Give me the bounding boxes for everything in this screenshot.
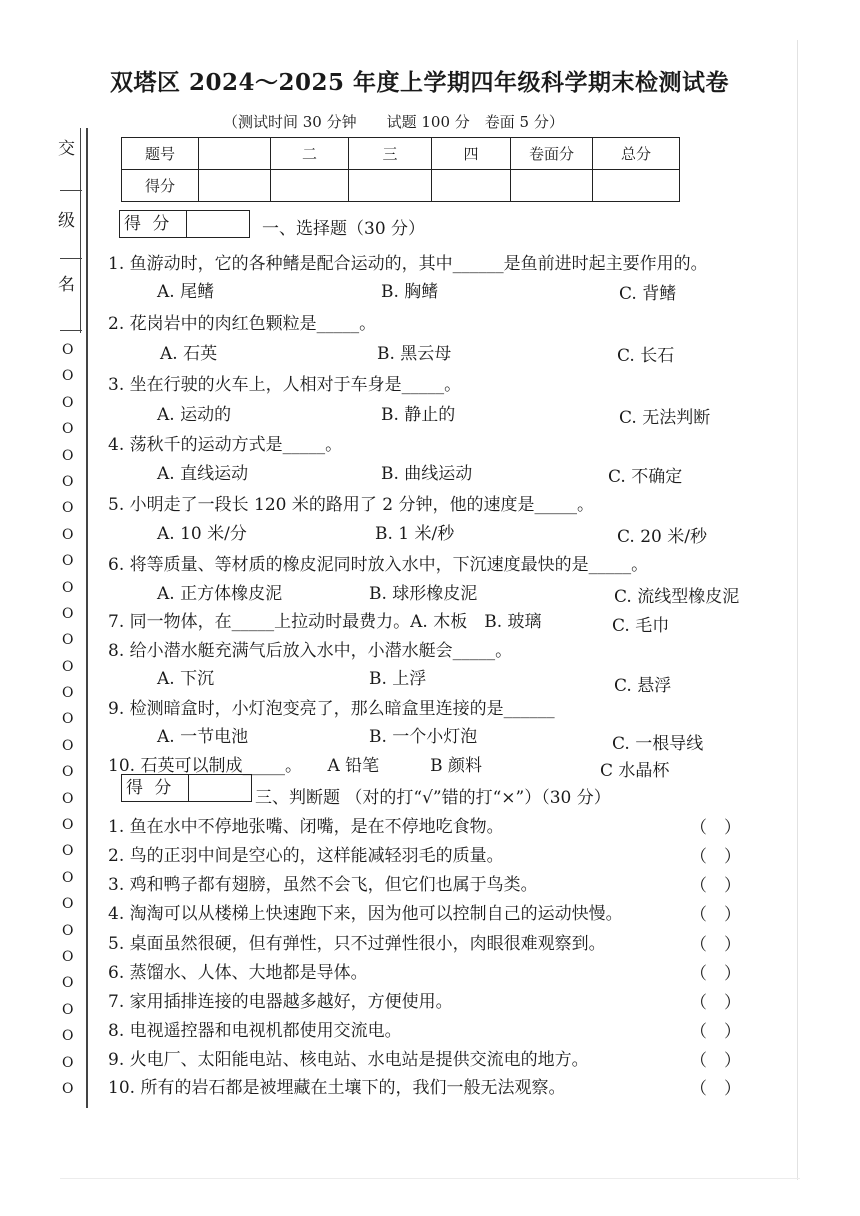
option-4c: C. 不确定 xyxy=(608,467,683,487)
binding-hole: O xyxy=(62,553,74,570)
option-3b: B. 静止的 xyxy=(381,405,456,425)
question-2: 2. 花岗岩中的肉红色颗粒是_____。 xyxy=(108,314,377,334)
score-table xyxy=(121,137,680,202)
page-bottom-edge xyxy=(60,1178,800,1179)
option-6a: A. 正方体橡皮泥 xyxy=(157,584,283,604)
judge-item-9: 9. 火电厂、太阳能电站、核电站、水电站是提供交流电的地方。 xyxy=(108,1050,589,1070)
option-8a: A. 下沉 xyxy=(157,669,215,689)
binding-hole: O xyxy=(62,685,74,702)
question-4: 4. 荡秋千的运动方式是_____。 xyxy=(108,435,343,455)
binding-holes xyxy=(62,342,76,1107)
table-cell: 题号 xyxy=(122,138,199,170)
score-table-score-row xyxy=(122,170,680,202)
table-cell: 四 xyxy=(432,138,511,170)
option-7c: C. 毛巾 xyxy=(612,616,670,636)
binding-hole: O xyxy=(62,394,74,411)
binding-hole: O xyxy=(62,342,74,358)
option-8c: C. 悬浮 xyxy=(614,676,672,696)
table-cell: 总分 xyxy=(593,138,680,170)
question-1: 1. 鱼游动时，它的各种鳍是配合运动的，其中______是鱼前进时起主要作用的。 xyxy=(108,254,708,274)
binding-hole: O xyxy=(62,605,74,622)
option-10c: C 水晶杯 xyxy=(600,761,670,781)
binding-hole: O xyxy=(62,764,74,781)
margin-tick xyxy=(60,258,82,259)
judge-item-1: 1. 鱼在水中不停地张嘴、闭嘴，是在不停地吃食物。 xyxy=(108,817,504,837)
table-cell xyxy=(199,138,271,170)
grade-box-blank[interactable] xyxy=(187,211,249,237)
binding-hole: O xyxy=(62,922,74,939)
binding-hole: O xyxy=(62,447,74,464)
section3-heading: 三、判断题 （对的打“√”错的打“×”）（30 分） xyxy=(255,788,611,808)
table-cell: 得分 xyxy=(122,170,199,202)
binding-hole: O xyxy=(62,658,74,675)
binding-hole: O xyxy=(62,711,74,728)
binding-hole: O xyxy=(62,1054,74,1071)
binding-hole: O xyxy=(62,896,74,913)
margin-label-class: 级 xyxy=(58,211,75,231)
score-input-cell[interactable] xyxy=(199,170,271,202)
answer-paren[interactable]: （ ） xyxy=(690,876,741,896)
section1-heading: 一、选择题（30 分） xyxy=(262,219,426,239)
margin-rule-left xyxy=(80,128,81,333)
option-8b: B. 上浮 xyxy=(369,669,427,689)
binding-hole: O xyxy=(62,1028,74,1045)
option-6c: C. 流线型橡皮泥 xyxy=(614,587,740,607)
score-input-cell[interactable] xyxy=(271,170,349,202)
option-2c: C. 长石 xyxy=(617,346,675,366)
binding-hole: O xyxy=(62,500,74,517)
option-3a: A. 运动的 xyxy=(157,405,232,425)
option-2b: B. 黑云母 xyxy=(377,344,452,364)
answer-paren[interactable]: （ ） xyxy=(690,818,741,838)
option-5c: C. 20 米/秒 xyxy=(617,527,707,547)
margin-label-school: 交 xyxy=(58,139,75,159)
judge-item-3: 3. 鸡和鸭子都有翅膀，虽然不会飞，但它们也属于鸟类。 xyxy=(108,875,538,895)
binding-hole: O xyxy=(62,421,74,438)
binding-hole: O xyxy=(62,526,74,543)
question-8: 8. 给小潜水艇充满气后放入水中，小潜水艇会_____。 xyxy=(108,641,513,661)
question-7: 7. 同一物体，在_____上拉动时最费力。A. 木板 B. 玻璃 xyxy=(108,612,542,632)
section1-grade-box xyxy=(119,210,250,238)
judge-item-6: 6. 蒸馏水、人体、大地都是导体。 xyxy=(108,963,368,983)
binding-hole: O xyxy=(62,843,74,860)
question-5: 5. 小明走了一段长 120 米的路用了 2 分钟，他的速度是_____。 xyxy=(108,495,595,515)
answer-paren[interactable]: （ ） xyxy=(690,1022,741,1042)
option-5b: B. 1 米/秒 xyxy=(375,524,455,544)
binding-hole: O xyxy=(62,817,74,834)
judge-item-7: 7. 家用插排连接的电器越多越好，方便使用。 xyxy=(108,992,453,1012)
option-9c: C. 一根导线 xyxy=(612,734,704,754)
answer-paren[interactable]: （ ） xyxy=(690,964,741,984)
question-9: 9. 检测暗盒时，小灯泡变亮了，那么暗盒里连接的是______ xyxy=(108,699,555,719)
option-2a: A. 石英 xyxy=(160,344,218,364)
binding-hole: O xyxy=(62,790,74,807)
binding-hole: O xyxy=(62,579,74,596)
binding-hole: O xyxy=(62,1080,74,1097)
exam-title: 双塔区 2024～2025 年度上学期四年级科学期末检测试卷 xyxy=(110,69,730,96)
option-4b: B. 曲线运动 xyxy=(381,464,473,484)
table-cell: 卷面分 xyxy=(511,138,593,170)
binding-hole: O xyxy=(62,869,74,886)
grade-box-label: 得 分 xyxy=(120,211,187,237)
question-10: 10. 石英可以制成_____。 A 铅笔 B 颜料 xyxy=(108,756,483,776)
binding-hole: O xyxy=(62,1001,74,1018)
option-3c: C. 无法判断 xyxy=(619,408,711,428)
margin-tick xyxy=(60,190,82,191)
page-right-edge xyxy=(797,40,798,1180)
judge-item-5: 5. 桌面虽然很硬，但有弹性，只不过弹性很小，肉眼很难观察到。 xyxy=(108,934,606,954)
answer-paren[interactable]: （ ） xyxy=(690,935,741,955)
binding-hole: O xyxy=(62,473,74,490)
score-table-header-row xyxy=(122,138,680,170)
margin-tick xyxy=(60,330,82,331)
option-6b: B. 球形橡皮泥 xyxy=(369,584,478,604)
question-3: 3. 坐在行驶的火车上，人相对于车身是_____。 xyxy=(108,375,462,395)
table-cell: 二 xyxy=(271,138,349,170)
option-1b: B. 胸鳍 xyxy=(381,282,439,302)
score-input-cell[interactable] xyxy=(349,170,432,202)
binding-hole: O xyxy=(62,632,74,649)
score-input-cell[interactable] xyxy=(432,170,511,202)
binding-hole: O xyxy=(62,948,74,965)
judge-item-10: 10. 所有的岩石都是被埋藏在土壤下的，我们一般无法观察。 xyxy=(108,1078,566,1098)
judge-item-4: 4. 淘淘可以从楼梯上快速跑下来，因为他可以控制自己的运动快慢。 xyxy=(108,904,623,924)
judge-item-2: 2. 鸟的正羽中间是空心的，这样能减轻羽毛的质量。 xyxy=(108,846,504,866)
grade-box-blank[interactable] xyxy=(189,775,251,801)
score-input-cell[interactable] xyxy=(593,170,680,202)
option-1c: C. 背鳍 xyxy=(619,284,677,304)
grade-box-label: 得 分 xyxy=(122,775,189,801)
answer-paren[interactable]: （ ） xyxy=(690,847,741,867)
binding-hole: O xyxy=(62,368,74,385)
binding-hole: O xyxy=(62,975,74,992)
option-4a: A. 直线运动 xyxy=(157,464,249,484)
section3-grade-box xyxy=(121,774,252,802)
answer-paren[interactable]: （ ） xyxy=(690,993,741,1013)
exam-subtitle: （测试时间 30 分钟 试题 100 分 卷面 5 分） xyxy=(223,113,564,131)
option-1a: A. 尾鳍 xyxy=(157,282,215,302)
answer-paren[interactable]: （ ） xyxy=(690,1051,741,1071)
score-input-cell[interactable] xyxy=(511,170,593,202)
margin-rule xyxy=(86,128,88,1108)
judge-item-8: 8. 电视遥控器和电视机都使用交流电。 xyxy=(108,1021,402,1041)
answer-paren[interactable]: （ ） xyxy=(690,905,741,925)
answer-paren[interactable]: （ ） xyxy=(690,1079,741,1099)
margin-label-name: 名 xyxy=(58,275,75,295)
table-cell: 三 xyxy=(349,138,432,170)
option-9a: A. 一节电池 xyxy=(157,727,249,747)
option-9b: B. 一个小灯泡 xyxy=(369,727,478,747)
option-5a: A. 10 米/分 xyxy=(157,524,247,544)
binding-hole: O xyxy=(62,737,74,754)
question-6: 6. 将等质量、等材质的橡皮泥同时放入水中，下沉速度最快的是_____。 xyxy=(108,555,649,575)
